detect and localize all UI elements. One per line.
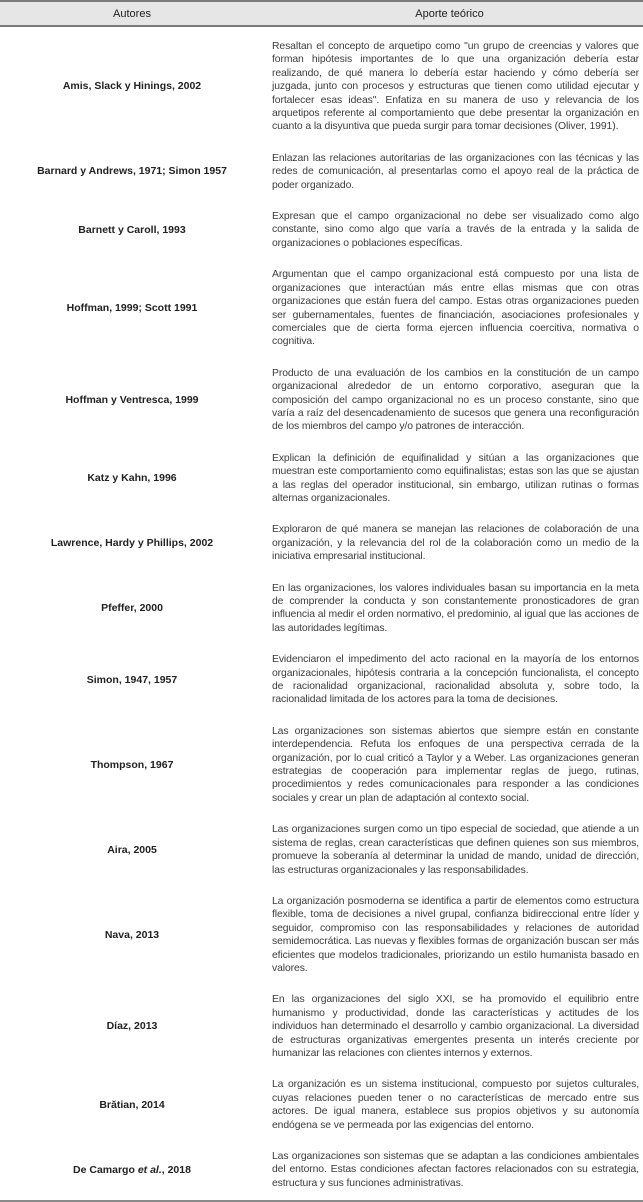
row-contribution: La organización posmoderna se identifica a partir de elementos como estructura flexible, toma de decisiones a nivel grupal, confianza bidireccional entre líder y seguidor, compromiso con las responsabilidades y relaciones de autoridad semidemocrática. Las nuevas y flexibles formas de organización buscan ser más eficientes que modelos tradicionales, priorizando un estilo humanista basado en valores. [272,895,639,974]
row-author [0,1164,264,1177]
table-row [0,573,643,645]
row-author: Amis, Slack y Hinings, 2002 [62,80,202,93]
row-contribution: Explican la definición de equifinalidad y sitúan a las organizaciones que muestran este comportamiento como equifinalistas; estas son las que se ajustan a las reglas del operador institucional, sin embargo, utilizan rutinas o formas alternas organizacionales. [272,452,639,504]
row-author: Pfeffer, 2000 [101,601,163,614]
row-author: Barnett y Caroll, 1993 [78,223,186,236]
row-contribution: Producto de una evaluación de los cambios en la constitución de un campo organizacional alrededor de un entorno corporativo, aseguran que la composición del campo organizacional no es un proceso constante, sino que varía a raíz del desencadenamiento de sucesos que genera una reconfiguración de los miembros del campo y/o patrones de interacción. [272,367,639,433]
row-author: Díaz, 2013 [106,1020,158,1033]
header-contribution: Aporte teórico [415,7,484,20]
table-row [0,814,643,886]
row-contribution: Argumentan que el campo organizacional está compuesto por una lista de organizaciones que interactúan más entre ellas mismas que con otras organizaciones que están fuera del campo. Estas otras organizaciones pueden ser gubernamentales, fuentes de financiación, asociaciones profesionales y comerciales que de cierta forma ejercen influencia coercitiva, normativa o cognitiva. [272,269,639,348]
row-contribution: Las organizaciones surgen como un tipo especial de sociedad, que atiende a un sistema de reglas, crean características que definen quienes son sus miembros, promueve la soberanía al determinar la unidad de mando, unidad de dirección, las estructuras organizacionales y las responsabilidades. [272,824,639,876]
table-row [0,143,643,201]
author-year: , 2018 [161,1163,191,1176]
row-author: Hoffman y Ventresca, 1999 [65,393,199,406]
row-author: Lawrence, Hardy y Phillips, 2002 [50,536,214,549]
row-author: Nava, 2013 [104,928,160,941]
row-contribution: Exploraron de qué manera se manejan las relaciones de colaboración de una organización, y la relevancia del rol de la colaboración como un medio de la iniciativa empresarial institucional. [272,524,639,563]
table-row [0,259,643,357]
row-author: Thompson, 1967 [90,758,174,771]
table-row [0,443,643,515]
table-row [0,886,643,984]
table-row [0,984,643,1069]
table-row [0,514,643,572]
row-author: Simon, 1947, 1957 [86,673,178,686]
row-contribution: Resaltan el concepto de arquetipo como "un grupo de creencias y valores que forman hipótesis importantes de lo que una organización debería estar realizando, de qué manera lo debería estar haciendo y cómo debería ser juzgada, junto con procesos y estructuras que tienen como utilidad ejecutar y fortalecer esas ideas". Enfatiza en su manera de uso y relevancia de los arquetipos referente al comportamiento que debe presentar la organización en cuanto a la disyuntiva que pueda surgir para tomar decisiones (Oliver, 1991). [272,41,639,133]
row-author: Hoffman, 1999; Scott 1991 [66,302,198,314]
author-name: De Camargo [73,1163,138,1176]
header-authors: Autores [113,7,151,20]
row-contribution: Expresan que el campo organizacional no debe ser visualizado como algo constante, sino como algo que varía a través de la entrada y la salida de organizaciones o poblaciones específicas. [272,211,639,249]
row-author: Barnard y Andrews, 1971; Simon 1957 [37,165,227,178]
row-author: Aira, 2005 [107,843,157,856]
row-contribution: En las organizaciones, los valores individuales basan su importancia en la meta de comprender la conducta y son constantemente pronosticadores de gran influencia al medir el orden normativo, el predominio, al igual que las acciones de las autoridades legítimas. [272,582,639,634]
row-contribution: Enlazan las relaciones autoritarias de las organizaciones con las técnicas y las redes de comunicación, al presentarlas como el apoyo real de la práctica de poder organizado. [272,152,639,191]
table-row [0,1141,643,1194]
row-contribution: La organización es un sistema institucional, compuesto por sujetos culturales, cuyas relaciones pueden tener o no características de mercado entre sus actores. De igual manera, establece sus propios objetivos y su autonomía endógena se ve permeada por las exigencias del entorno. [272,1079,639,1131]
table-row [0,1069,643,1141]
table-row [0,201,643,259]
table-header [0,0,643,27]
row-contribution: Las organizaciones son sistemas abiertos que siempre están en constante interdependencia. Refuta los enfoques de una perspectiva cerrada de la organización, por lo cual criticó a Taylor y a Weber. Las organizaciones generan estrategias de cooperación para implementar reglas de juego, rutinas, procedimientos y redes comunicacionales para responder a las condiciones sociales y crear un plan de adaptación al contexto social. [272,725,639,804]
author-et-al: et al. [137,1163,162,1176]
row-contribution: Evidenciaron el impedimento del acto racional en la mayoría de los entornos organizacionales, hipótesis contraria a la concepción funcionalista, el concepto de racionalidad organizacional, racionalidad absoluta y, sobre todo, la racionalidad limitada de los actores para la toma de decisiones. [272,654,639,706]
row-author: Katz y Kahn, 1996 [87,472,177,485]
row-author: Brătian, 2014 [99,1098,165,1111]
row-contribution: Las organizaciones son sistemas que se adaptan a las condiciones ambientales del entorno. Estas condiciones afectan factores relacionados con su estrategia, estructura y sus funciones administrativas. [272,1151,639,1189]
table-row [0,716,643,814]
row-contribution: En las organizaciones del siglo XXI, se ha promovido el equilibrio entre humanismo y productividad, donde las características y actitudes de los individuos han determinado el desarrollo y cambio organizacional. La diversidad de estructuras organizativas emergentes presenta un interés creciente por humanizar las relaciones con clientes internos y externos. [272,994,639,1059]
table-row [0,27,643,143]
table-row [0,644,643,716]
table-row [0,358,643,443]
